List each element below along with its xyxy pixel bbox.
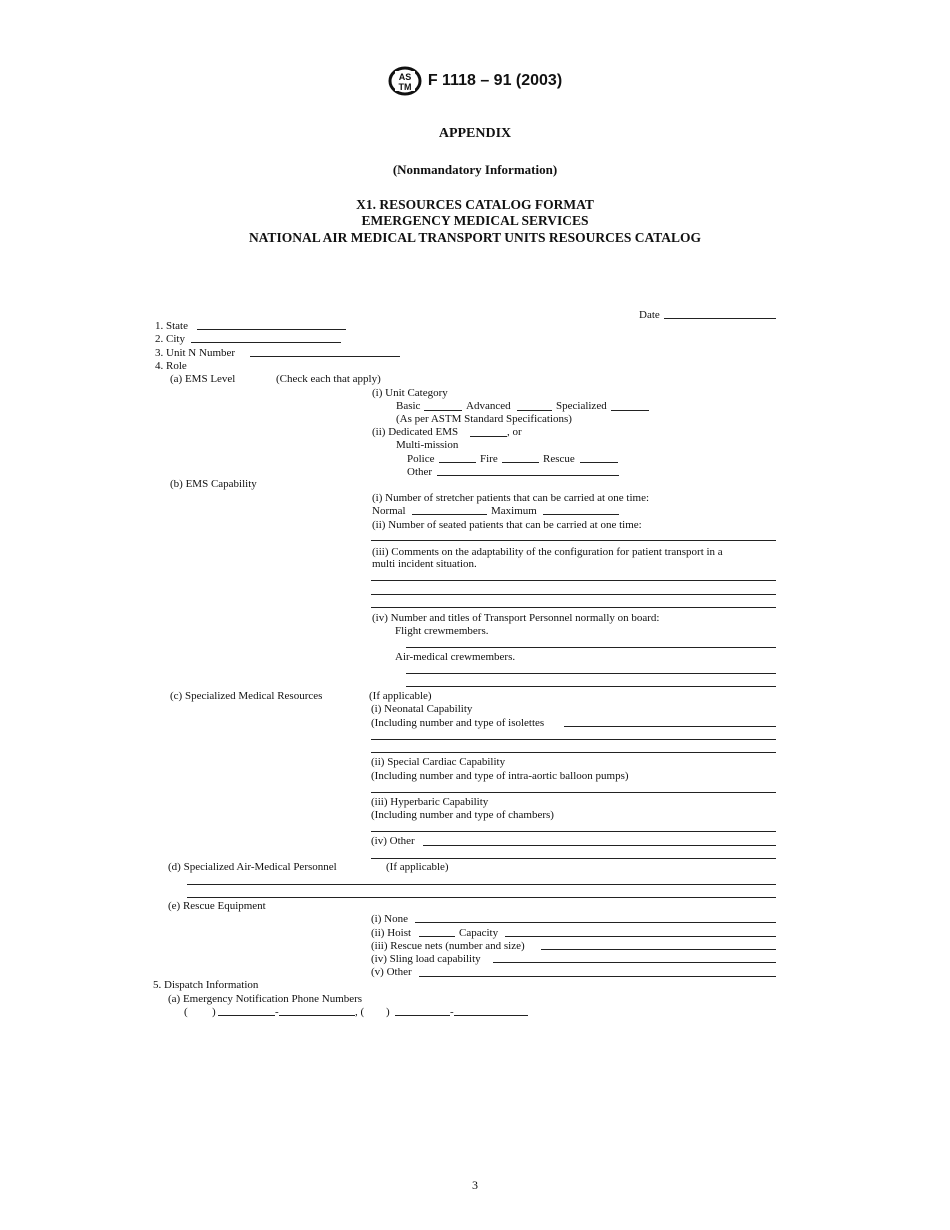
- normal-label: Normal: [372, 505, 406, 517]
- astm-logo: [388, 66, 422, 96]
- phone-1-area-open: (: [184, 1006, 188, 1018]
- comments-field-1[interactable]: [371, 580, 776, 581]
- rescue-nets-label: (iii) Rescue nets (number and size): [371, 940, 525, 952]
- police-label: Police: [407, 453, 435, 465]
- phone-1-dash: -: [275, 1006, 279, 1018]
- comments-field-3[interactable]: [371, 607, 776, 608]
- svg-text:AS: AS: [398, 72, 412, 82]
- chambers-label: (Including number and type of chambers): [371, 809, 554, 821]
- hoist-label: (ii) Hoist: [371, 927, 412, 939]
- hoist-field[interactable]: [419, 936, 455, 937]
- iv-other-label: (iv) Other: [371, 835, 415, 847]
- rescue-field[interactable]: [580, 462, 618, 463]
- rescue-label: Rescue: [543, 453, 575, 465]
- cardiac-field[interactable]: [371, 792, 776, 793]
- ems-level-label: (a) EMS Level: [170, 373, 236, 385]
- normal-field[interactable]: [412, 514, 487, 515]
- neonatal-label: (i) Neonatal Capability: [371, 703, 473, 715]
- dedicated-ems-label: (ii) Dedicated EMS: [372, 426, 459, 438]
- section-title-1: X1. RESOURCES CATALOG FORMAT: [356, 197, 594, 212]
- svg-text:TM: TM: [398, 82, 412, 92]
- phone-numbers-label: (a) Emergency Notification Phone Numbers: [168, 993, 363, 1005]
- rescue-nets-field[interactable]: [541, 949, 776, 950]
- fire-field[interactable]: [502, 462, 539, 463]
- neonatal-field-2[interactable]: [371, 739, 776, 740]
- flight-crew-label: Flight crewmembers.: [395, 625, 489, 637]
- phone-2-line-field[interactable]: [454, 1015, 528, 1016]
- as-per-note: (As per ASTM Standard Specifications): [396, 413, 572, 425]
- none-field[interactable]: [415, 922, 776, 923]
- role-label: 4. Role: [155, 360, 187, 372]
- state-label: 1. State: [155, 320, 188, 332]
- cardiac-label: (ii) Special Cardiac Capability: [371, 756, 506, 768]
- phone-separator: , (: [355, 1006, 365, 1018]
- comments-label-2: multi incident situation.: [372, 558, 477, 570]
- specialized-personnel-label: (d) Specialized Air-Medical Personnel: [168, 861, 337, 873]
- flight-crew-field[interactable]: [406, 647, 776, 648]
- dedicated-ems-field[interactable]: [470, 436, 507, 437]
- hyperbaric-field[interactable]: [371, 831, 776, 832]
- v-other-field[interactable]: [419, 976, 776, 977]
- unit-n-label: 3. Unit N Number: [155, 347, 236, 359]
- iv-other-field-2[interactable]: [371, 858, 776, 859]
- specialized-personnel-field-2[interactable]: [187, 897, 776, 898]
- sling-load-label: (iv) Sling load capability: [371, 953, 481, 965]
- advanced-label: Advanced: [466, 400, 511, 412]
- specialized-personnel-field-1[interactable]: [187, 884, 776, 885]
- air-medical-crew-field-2[interactable]: [406, 686, 776, 687]
- maximum-label: Maximum: [491, 505, 537, 517]
- phone-2-prefix-field[interactable]: [395, 1015, 450, 1016]
- other-label: Other: [407, 466, 433, 478]
- phone-2-dash: -: [450, 1006, 454, 1018]
- astm-logo-icon: [388, 66, 422, 96]
- v-other-label: (v) Other: [371, 966, 412, 978]
- air-medical-crew-field-1[interactable]: [406, 673, 776, 674]
- date-field[interactable]: [664, 318, 776, 319]
- multi-mission-label: Multi-mission: [396, 439, 459, 451]
- nonmandatory-note: (Nonmandatory Information): [392, 162, 558, 177]
- basic-field[interactable]: [424, 410, 462, 411]
- iv-other-field[interactable]: [423, 845, 776, 846]
- check-each-note: (Check each that apply): [276, 373, 381, 385]
- comments-field-2[interactable]: [371, 594, 776, 595]
- or-label: , or: [507, 426, 522, 438]
- air-medical-crew-label: Air-medical crewmembers.: [395, 651, 516, 663]
- isolettes-label: (Including number and type of isolettes: [371, 717, 545, 729]
- dispatch-label: 5. Dispatch Information: [153, 979, 259, 991]
- page-number: 3: [472, 1178, 478, 1192]
- if-applicable-label-2: (If applicable): [386, 861, 449, 873]
- comments-label-1: (iii) Comments on the adaptability of the configuration for patient transport in a: [372, 546, 723, 558]
- unit-n-field[interactable]: [250, 356, 400, 357]
- phone-1-area-close: ): [212, 1006, 216, 1018]
- neonatal-field-3[interactable]: [371, 752, 776, 753]
- none-label: (i) None: [371, 913, 408, 925]
- ems-capability-label: (b) EMS Capability: [170, 478, 257, 490]
- specialized-resources-label: (c) Specialized Medical Resources: [170, 690, 323, 702]
- advanced-field[interactable]: [517, 410, 552, 411]
- sling-load-field[interactable]: [493, 962, 776, 963]
- appendix-heading: APPENDIX: [438, 126, 512, 141]
- stretcher-patients-label: (i) Number of stretcher patients that can be carried at one time:: [372, 492, 650, 504]
- fire-label: Fire: [480, 453, 498, 465]
- city-field[interactable]: [191, 342, 341, 343]
- unit-category-label: (i) Unit Category: [372, 387, 448, 399]
- specialized-field[interactable]: [611, 410, 649, 411]
- phone-1-prefix-field[interactable]: [218, 1015, 275, 1016]
- specialized-label: Specialized: [556, 400, 607, 412]
- seated-patients-label: (ii) Number of seated patients that can be carried at one time:: [372, 519, 642, 531]
- section-title-2: EMERGENCY MEDICAL SERVICES: [361, 213, 589, 228]
- if-applicable-label: (If applicable): [369, 690, 432, 702]
- other-mission-field[interactable]: [437, 475, 619, 476]
- document-header: [0, 66, 950, 96]
- hyperbaric-label: (iii) Hyperbaric Capability: [371, 796, 489, 808]
- isolettes-field[interactable]: [564, 726, 776, 727]
- state-field[interactable]: [197, 329, 346, 330]
- basic-label: Basic: [396, 400, 421, 412]
- capacity-field[interactable]: [505, 936, 776, 937]
- balloon-pumps-label: (Including number and type of intra-aortic balloon pumps): [371, 770, 629, 782]
- capacity-label: Capacity: [459, 927, 499, 939]
- personnel-label: (iv) Number and titles of Transport Personnel normally on board:: [372, 612, 660, 624]
- police-field[interactable]: [439, 462, 476, 463]
- standard-designation: F 1118 – 91 (2003): [427, 72, 563, 89]
- rescue-equipment-label: (e) Rescue Equipment: [168, 900, 266, 912]
- maximum-field[interactable]: [543, 514, 619, 515]
- seated-patients-field[interactable]: [371, 540, 776, 541]
- phone-1-line-field[interactable]: [279, 1015, 355, 1016]
- phone-2-area-close: ): [386, 1006, 390, 1018]
- city-label: 2. City: [155, 333, 185, 345]
- date-label: Date: [639, 309, 660, 321]
- section-title-3: NATIONAL AIR MEDICAL TRANSPORT UNITS RESOURCES CATALOG: [248, 230, 702, 245]
